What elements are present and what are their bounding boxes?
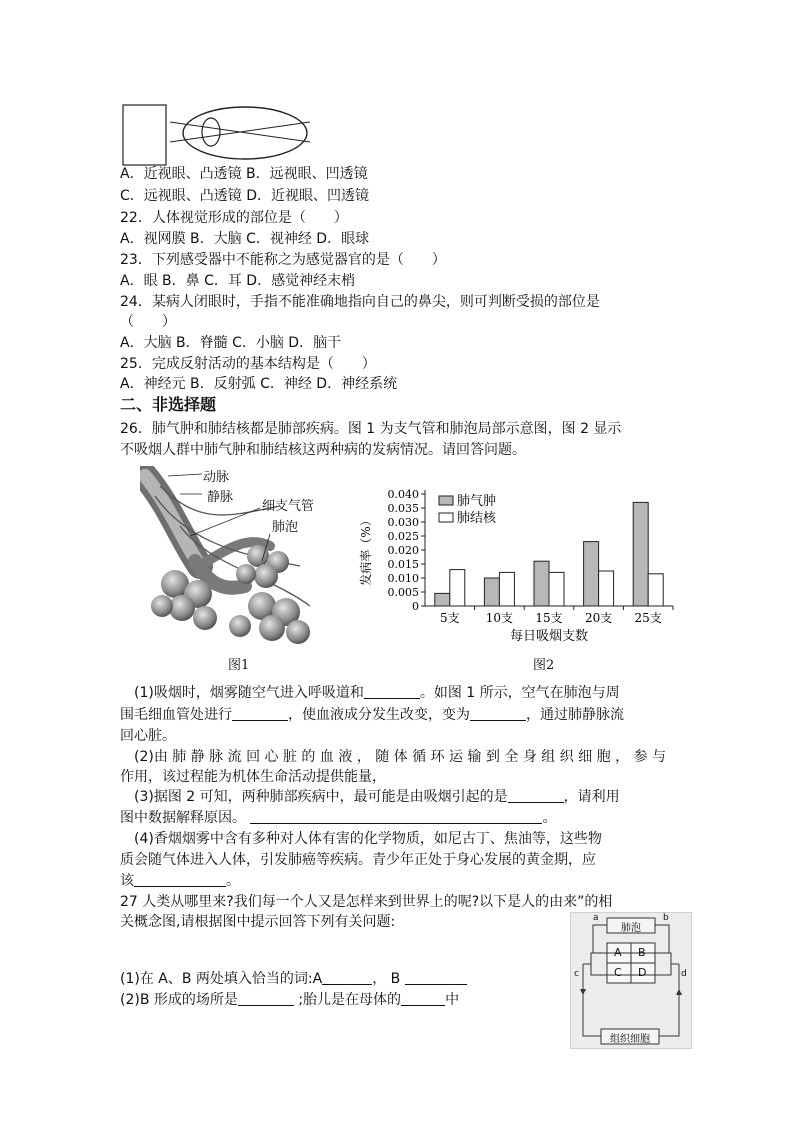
- y-tick-label: 0.010: [387, 572, 419, 585]
- answer-blank[interactable]: [401, 991, 445, 1006]
- q25-stem: 25．完成反射活动的基本结构是（ ）: [120, 356, 376, 372]
- bar-tuberculosis: [599, 571, 614, 606]
- q26-p1-line3: 回心脏。: [120, 728, 176, 744]
- q22-stem: 22．人体视觉形成的部位是（ ）: [120, 210, 348, 226]
- fig1-label-artery: 动脉: [203, 470, 230, 485]
- answer-blank[interactable]: [470, 706, 526, 721]
- x-tick-label: 25支: [634, 611, 662, 625]
- q22-options: A．视网膜 B．大脑 C．视神经 D．眼球: [120, 231, 370, 247]
- y-tick-label: 0.005: [387, 586, 419, 599]
- diagram-cell-d: D: [638, 966, 647, 979]
- q26-intro-1: 26．肺气肿和肺结核都是肺部疾病。图 1 为支气管和肺泡局部示意图，图 2 显示: [120, 421, 622, 437]
- bar-emphysema: [633, 502, 648, 606]
- q21-options-2: C．远视眼、凸透镜 D．近视眼、凹透镜: [120, 188, 370, 204]
- answer-blank[interactable]: [364, 684, 420, 699]
- q26-p4-line3: 该 。: [120, 873, 240, 889]
- y-tick-label: 0.015: [387, 558, 419, 571]
- bar-emphysema: [435, 593, 450, 606]
- y-tick-label: 0.035: [387, 502, 419, 515]
- diagram-letter-b: b: [663, 913, 669, 923]
- q26-p2-line2: 作用，该过程能为机体生命活动提供能量，: [120, 769, 386, 785]
- y-tick-label: 0: [412, 600, 419, 613]
- diagram-cell-a: A: [614, 946, 622, 959]
- q24-stem-paren: （ ）: [120, 314, 176, 330]
- y-tick-label: 0.025: [387, 530, 419, 543]
- q23-options: A．眼 B．鼻 C．耳 D．感觉神经末梢: [120, 273, 356, 289]
- figure-1-caption: 图1: [228, 658, 250, 673]
- q21-options-1: A．近视眼、凸透镜 B．远视眼、凹透镜: [120, 166, 368, 182]
- bar-tuberculosis: [648, 574, 663, 606]
- legend-swatch: [439, 513, 453, 522]
- figure-2-bar-chart: [355, 480, 685, 650]
- legend-label: 肺气肿: [457, 494, 497, 509]
- q26-p4-line2: 质会随气体进入人体，引发肺癌等疾病。青少年正处于身心发展的黄金期，应: [120, 852, 596, 868]
- x-tick-label: 15支: [535, 611, 563, 625]
- section-title: 二、非选择题: [120, 395, 217, 414]
- answer-blank[interactable]: [322, 970, 372, 985]
- q26-p3-line2: 图中数据解释原因。 。: [120, 810, 557, 826]
- answer-blank[interactable]: [134, 872, 226, 887]
- q26-p3-line1: (3)据图 2 可知，两种肺部疾病中，最可能是由吸烟引起的是 ，请利用: [134, 789, 620, 805]
- diagram-letter-c: c: [574, 969, 579, 979]
- q24-stem: 24．某病人闭眼时，手指不能准确地指向自己的鼻尖，则可判断受损的部位是: [120, 294, 600, 310]
- legend-label: 肺结核: [457, 511, 497, 526]
- q26-p4-line1: (4)香烟烟雾中含有多种对人体有害的化学物质，如尼古丁、焦油等，这些物: [134, 831, 602, 847]
- diagram-letter-d: d: [681, 969, 687, 979]
- q25-options: A．神经元 B．反射弧 C．神经 D．神经系统: [120, 376, 398, 392]
- fig1-label-alveolus: 肺泡: [272, 520, 299, 535]
- q26-intro-2: 不吸烟人群中肺气肿和肺结核这两种病的发病情况。请回答问题。: [120, 442, 526, 458]
- q23-stem: 23．下列感受器中不能称之为感觉器官的是（ ）: [120, 252, 446, 268]
- bar-tuberculosis: [450, 570, 465, 606]
- y-tick-label: 0.040: [387, 488, 419, 501]
- x-tick-label: 10支: [485, 611, 514, 625]
- q27-concept-diagram: [570, 912, 692, 1049]
- q26-p1-line1: (1)吸烟时，烟雾随空气进入呼吸道和 。如图 1 所示，空气在肺泡与周: [134, 685, 620, 701]
- q27-stem-1: 27 人类从哪里来?我们每一个人又是怎样来到世界上的呢?以下是人的由来”的相: [120, 894, 613, 910]
- answer-blank[interactable]: [238, 991, 294, 1006]
- diagram-cell-c: C: [614, 966, 622, 979]
- answer-blank[interactable]: [232, 706, 288, 721]
- x-axis-label: 每日吸烟支数: [509, 629, 589, 644]
- answer-blank[interactable]: [250, 809, 542, 824]
- bar-emphysema: [484, 578, 499, 606]
- q27-stem-2: 关概念图,请根据图中提示回答下列有关问题:: [120, 914, 396, 930]
- q27-p1: (1)在 A、B 两处填入恰当的词:A ， B: [120, 970, 467, 988]
- answer-blank[interactable]: [405, 970, 467, 985]
- figure-1-illustration: [140, 466, 340, 650]
- bar-emphysema: [584, 542, 599, 606]
- bar-emphysema: [534, 561, 549, 606]
- q26-p1-line2: 围毛细血管处进行 ，使血液成分发生改变，变为 ，通过肺静脉流: [120, 707, 624, 723]
- bar-tuberculosis: [499, 572, 514, 606]
- q24-options: A．大脑 B．脊髓 C．小脑 D．脑干: [120, 335, 342, 351]
- diagram-letter-a: a: [593, 913, 599, 923]
- figure-2-caption: 图2: [533, 658, 555, 673]
- q26-p2-line1: (2)由 肺 静 脉 流 回 心 脏 的 血 液 ， 随 体 循 环 运 输 到 全 身 组 织 细 胞 ， 参 与: [134, 749, 666, 765]
- eye-diagram: [120, 102, 320, 170]
- answer-blank[interactable]: [508, 788, 564, 803]
- bar-tuberculosis: [549, 572, 564, 606]
- y-axis-label: 发病率（%）: [359, 514, 373, 586]
- legend-swatch: [439, 496, 453, 505]
- diagram-bottom-box: 组织细胞: [610, 1034, 650, 1045]
- y-tick-label: 0.020: [387, 544, 419, 557]
- q27-p2: (2)B 形成的场所是 ;胎儿是在母体的 中: [120, 992, 460, 1008]
- diagram-top-box: 肺泡: [621, 923, 641, 934]
- fig1-label-bronchiole: 细支气管: [262, 499, 315, 514]
- fig1-label-vein: 静脉: [207, 490, 234, 505]
- x-tick-label: 20支: [584, 611, 613, 625]
- diagram-cell-b: B: [638, 946, 646, 959]
- x-tick-label: 5支: [439, 611, 460, 625]
- y-tick-label: 0.030: [387, 516, 419, 529]
